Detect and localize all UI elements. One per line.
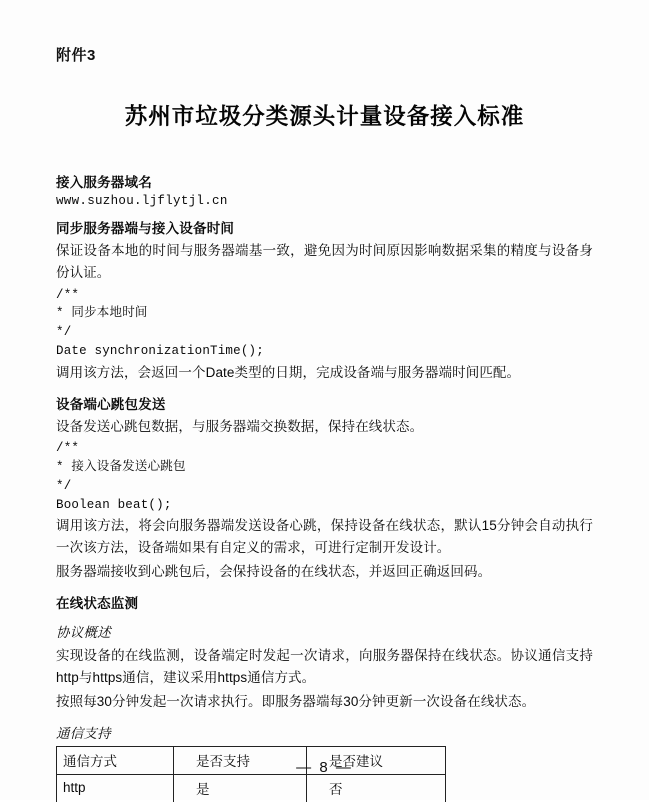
section-heading-server-domain: 接入服务器域名 [56, 175, 152, 190]
table-row [57, 774, 446, 802]
code-line: * 同步本地时间 [56, 306, 148, 321]
section-heading-online-status: 在线状态监测 [56, 596, 139, 612]
page-number: — 8 — [296, 759, 353, 776]
heartbeat-paragraph-after-2: 服务器端接收到心跳包后，会保持设备的在线状态，并返回正确返回码。 [56, 564, 492, 580]
time-sync-code-block [56, 286, 593, 361]
code-line: Date synchronizationTime(); [56, 343, 264, 358]
table-header-cell: 是否支持 [174, 746, 307, 774]
code-line: */ [56, 478, 72, 493]
code-line: /** [56, 287, 80, 302]
page-title: 苏州市垃圾分类源头计量设备接入标准 [124, 104, 525, 129]
sub-heading-protocol-overview: 协议概述 [56, 625, 111, 641]
online-status-paragraph-1: 实现设备的在线监测，设备端定时发起一次请求，向服务器保持在线状态。协议通信支持http与https通信，建议采用https通信方式。 [56, 648, 593, 685]
attachment-label: 附件3 [56, 47, 96, 64]
time-sync-paragraph-after: 调用该方法，会返回一个Date类型的日期，完成设备端与服务器端时间匹配。 [56, 364, 521, 380]
online-status-paragraph-2: 按照每30分钟发起一次请求执行。即服务器端每30分钟更新一次设备在线状态。 [56, 693, 536, 709]
heartbeat-code-block [56, 439, 593, 514]
table-cell-recommended: 否 [307, 774, 446, 802]
code-line: */ [56, 325, 72, 340]
section-heading-heartbeat: 设备端心跳包发送 [56, 396, 166, 412]
time-sync-paragraph: 保证设备本地的时间与服务器端基一致，避免因为时间原因影响数据采集的精度与设备身份认证。 [56, 243, 593, 280]
table-cell-supported: 是 [174, 774, 307, 802]
table-header-cell: 通信方式 [57, 746, 174, 774]
table-cell-method: http [57, 774, 174, 802]
code-line: /** [56, 441, 80, 456]
heartbeat-paragraph: 设备发送心跳包数据，与服务器端交换数据，保持在线状态。 [56, 418, 424, 434]
heartbeat-paragraph-after-1: 调用该方法，将会向服务器端发送设备心跳，保持设备在线状态，默认15分钟会自动执行一次该方法，设备端如果有自定义的需求，可进行定制开发设计。 [56, 518, 593, 556]
sub-heading-communication-support: 通信支持 [56, 725, 111, 741]
code-line: * 接入设备发送心跳包 [56, 460, 186, 475]
table-header-cell: 是否建议 [307, 746, 446, 774]
section-heading-time-sync: 同步服务器端与接入设备时间 [56, 221, 235, 236]
code-line: Boolean beat(); [56, 497, 172, 512]
server-domain-value: www.suzhou.ljflytjl.cn [56, 194, 228, 208]
